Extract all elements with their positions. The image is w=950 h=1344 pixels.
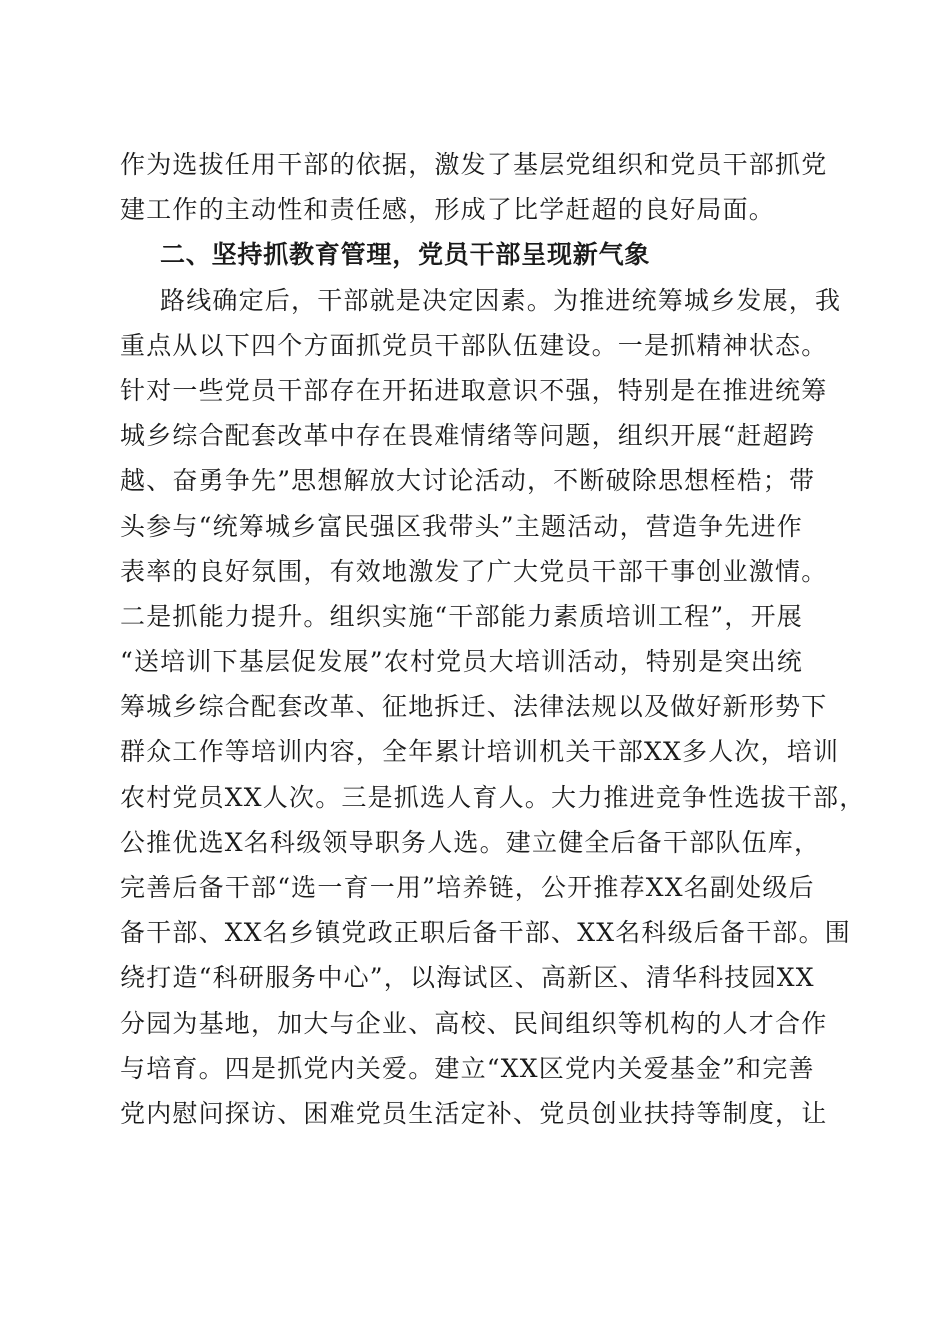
body-line: 二是抓能力提升。组织实施“干部能力素质培训工程”，开展 [120,601,803,631]
body-line: 农村党员XX人次。三是抓选人育人。大力推进竞争性选拔干部， [120,782,866,812]
body-line: 绕打造“科研服务中心”，以海试区、高新区、清华科技园XX [120,963,815,993]
paragraph-first-line: 路线确定后，干部就是决定因素。为推进统筹城乡发展，我 [160,285,842,315]
body-line: “送培训下基层促发展”农村党员大培训活动，特别是突出统 [120,647,803,677]
body-line: 党内慰问探访、困难党员生活定补、党员创业扶持等制度，让 [120,1098,828,1128]
body-line: 群众工作等培训内容，全年累计培训机关干部XX多人次，培训 [120,737,840,767]
body-line: 备干部、XX名乡镇党政正职后备干部、XX名科级后备干部。围 [120,918,851,948]
body-line: 针对一些党员干部存在开拓进取意识不强，特别是在推进统筹 [120,375,828,405]
body-line: 完善后备干部“选一育一用”培养链，公开推荐XX名副处级后 [120,873,815,902]
body-line: 越、奋勇争先”思想解放大讨论活动，不断破除思想桎梏；带 [120,466,816,496]
body-line: 分园为基地，加大与企业、高校、民间组织等机构的人才合作 [120,1008,828,1038]
body-line: 建工作的主动性和责任感，形成了比学赶超的良好局面。 [120,195,776,225]
body-line: 与培育。四是抓党内关爱。建立“XX区党内关爱基金”和完善 [120,1053,815,1083]
body-line: 作为选拔任用干部的依据，激发了基层党组织和党员干部抓党 [120,150,828,179]
section-heading: 二、坚持抓教育管理，党员干部呈现新气象 [160,240,651,270]
body-line: 筹城乡综合配套改革、征地拆迁、法律法规以及做好新形势下 [120,692,828,722]
body-line: 重点从以下四个方面抓党员干部队伍建设。一是抓精神状态。 [120,330,828,360]
document-body [120,142,866,1136]
body-line: 头参与“统筹城乡富民强区我带头”主题活动，营造争先进作 [120,511,803,541]
body-line: 公推优选X名科级领导职务人选。建立健全后备干部队伍库， [120,827,821,857]
body-line: 表率的良好氛围，有效地激发了广大党员干部干事创业激情。 [120,556,828,586]
body-line: 城乡综合配套改革中存在畏难情绪等问题，组织开展“赶超跨 [120,421,816,451]
